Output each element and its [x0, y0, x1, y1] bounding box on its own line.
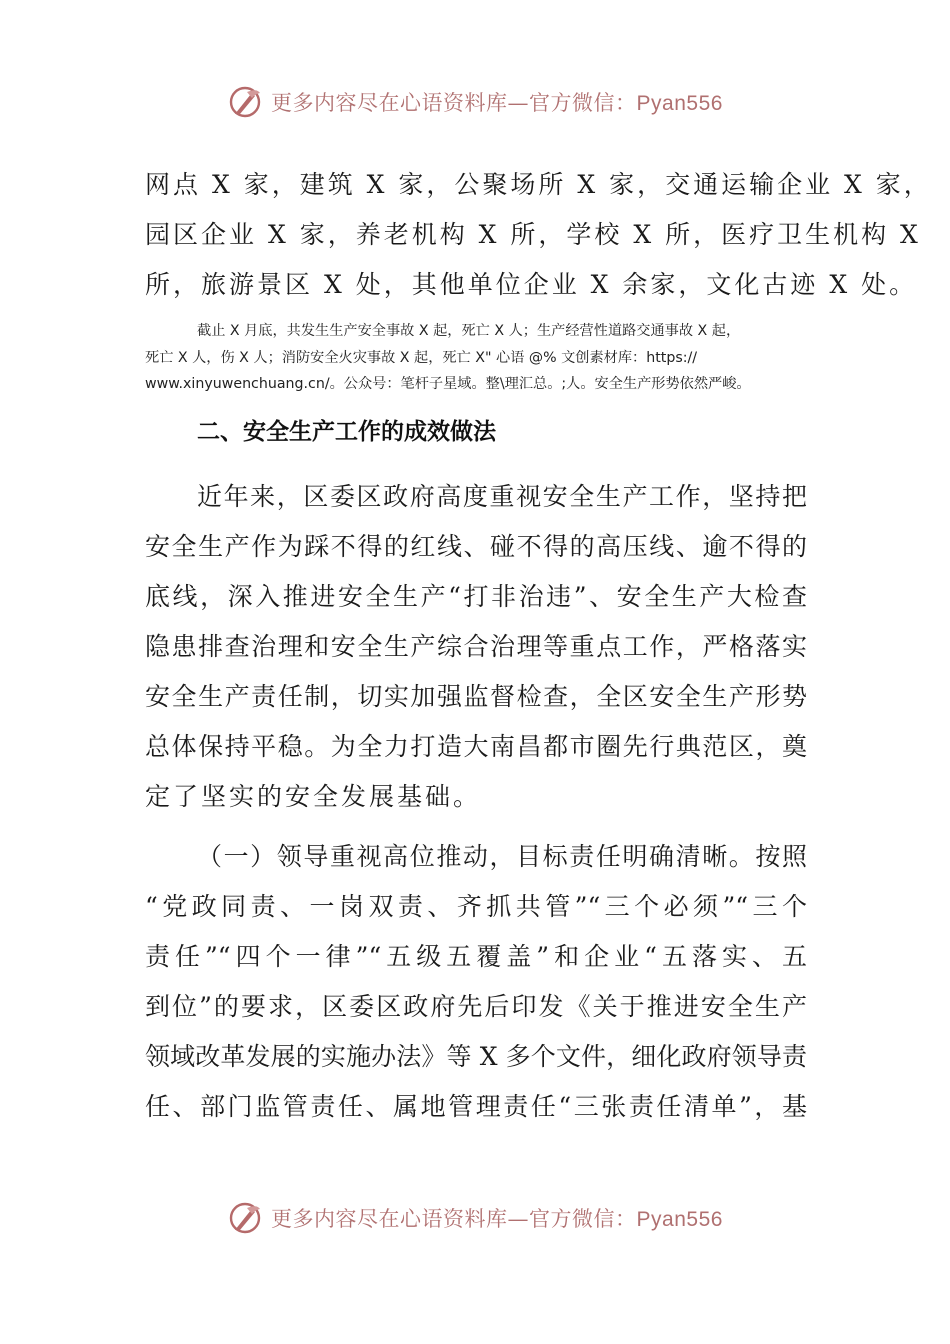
text-line: 网点 X 家，建筑 X 家，公聚场所 X 家，交通运输企业 X 家，	[145, 170, 932, 199]
intro-paragraph	[145, 160, 932, 310]
text-line: www.xinyuwenchuang.cn/。公众号：笔杆子星域。整\理汇总。;人。安全生产形势依然严峻。	[145, 376, 751, 392]
text-line: 领域改革发展的实施办法》等 X 多个文件，细化政府领导责	[145, 1042, 807, 1071]
text-line: 园区企业 X 家，养老机构 X 所，学校 X 所，医疗卫生机构 X	[145, 220, 921, 249]
text-line: 安全生产作为踩不得的红线、碰不得的高压线、逾不得的	[145, 532, 807, 561]
text-line: 近年来，区委区政府高度重视安全生产工作，坚持把	[197, 482, 807, 511]
text-line: 截止 X 月底，共发生生产安全事故 X 起，死亡 X 人；生产经营性道路交通事故 X 起，	[197, 323, 741, 339]
text-line: 责任”“四个一律”“五级五覆盖”和企业“五落实、五	[145, 942, 807, 971]
text-line: （一）领导重视高位推动，目标责任明确清晰。按照	[197, 842, 807, 871]
body-paragraph-2	[145, 832, 807, 1132]
banner-handle: Pyan556	[636, 1208, 723, 1231]
text-line: 安全生产责任制，切实加强监督检查，全区安全生产形势	[145, 682, 807, 711]
footer-watermark-banner	[0, 1196, 950, 1240]
text-line: 到位”的要求，区委区政府先后印发《关于推进安全生产	[145, 992, 807, 1021]
statistics-paragraph	[145, 318, 807, 398]
quill-logo-icon	[227, 84, 263, 120]
text-line: 底线，深入推进安全生产“打非治违”、安全生产大检查	[145, 582, 807, 611]
header-watermark-banner	[0, 80, 950, 124]
banner-text: 更多内容尽在心语资料库—官方微信：Pyan556	[271, 1207, 723, 1231]
text-line: 定了坚实的安全发展基础。	[145, 782, 482, 811]
text-line: 隐患排查治理和安全生产综合治理等重点工作，严格落实	[145, 632, 807, 661]
quill-logo-icon	[227, 1200, 263, 1236]
text-line: 任、部门监管责任、属地管理责任“三张责任清单”，基	[145, 1092, 807, 1121]
text-line: 总体保持平稳。为全力打造大南昌都市圈先行典范区，奠	[145, 732, 807, 761]
banner-handle: Pyan556	[636, 92, 723, 115]
section-heading: 二、安全生产工作的成效做法	[197, 419, 496, 445]
banner-text: 更多内容尽在心语资料库—官方微信：Pyan556	[271, 91, 723, 115]
body-paragraph-1	[145, 472, 807, 822]
text-line: 死亡 X 人，伤 X 人；消防安全火灾事故 X 起，死亡 X" 心语 @% 文创素材库：https://	[145, 349, 698, 366]
text-line: 所，旅游景区 X 处，其他单位企业 X 余家，文化古迹 X 处。	[145, 270, 918, 299]
text-line: “党政同责、一岗双责、齐抓共管”“三个必须”“三个	[145, 892, 807, 921]
